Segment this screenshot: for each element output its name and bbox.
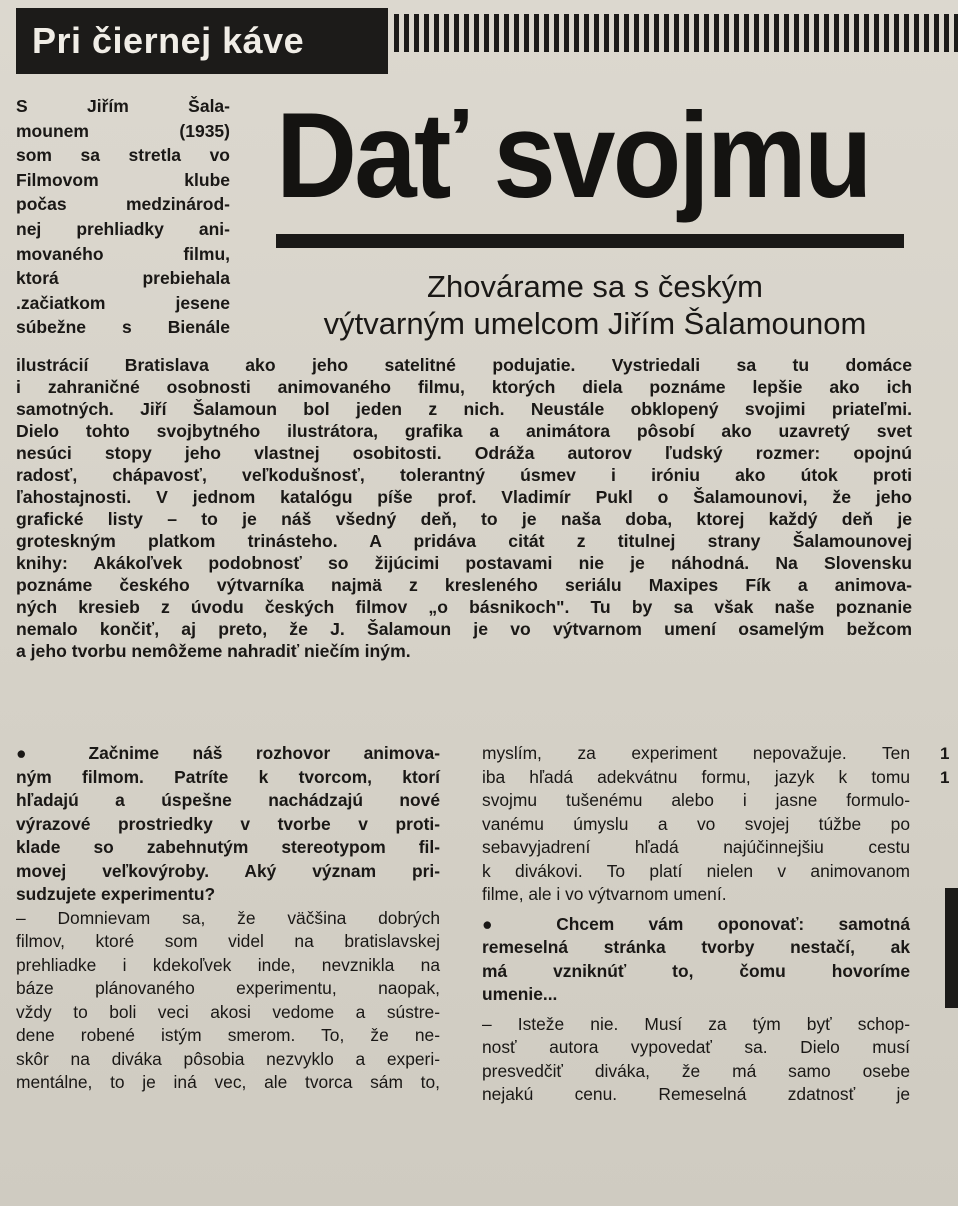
- edge-fragment-text: 1: [940, 744, 950, 763]
- question-line: klade so zabehnutým stereotypom fil-: [16, 837, 440, 857]
- intro-line: knihy: Akákoľvek podobnosť so žijúcimi postavami nie je náhodná. Na Slovensku: [16, 553, 912, 573]
- article-subheadline: [280, 268, 910, 342]
- question-line: remeselná stránka tvorby nestačí, ak: [482, 937, 910, 957]
- intro-narrow-column: [16, 94, 230, 340]
- answer-line: filme, ale i vo výtvarnom umení.: [482, 884, 727, 904]
- intro-line: groteskným platkom trinásteho. A pridáva citát z titulnej strany Šalamounovej: [16, 531, 912, 551]
- question-line: má vzniknúť to, čomu hovoríme: [482, 960, 910, 981]
- intro-paragraph: [16, 354, 912, 662]
- answer-line: myslím, za experiment nepovažuje. Ten: [482, 743, 910, 763]
- article-headline: Dať svojmu: [276, 87, 870, 223]
- intro-line: a jeho tvorbu nemôžeme nahradiť niečím iným.: [16, 641, 411, 661]
- answer-line: skôr na diváka pôsobia nezvyklo a experi-: [16, 1048, 440, 1069]
- intro-line: nesúci stopy jeho vlastnej osobitosti. Odráža autorov ľudský rozmer: opojnú: [16, 443, 912, 463]
- answer-line: presvedčiť diváka, že má samo osebe: [482, 1060, 910, 1081]
- intro-line: súbežne s Bienále: [16, 317, 230, 338]
- question-line: výrazové prostriedky v tvorbe v proti-: [16, 813, 440, 834]
- answer-line: vanému úmyslu a vo svojej túžbe po: [482, 813, 910, 834]
- intro-line: nej prehliadky ani-: [16, 218, 230, 239]
- intro-line: samotných. Jiří Šalamoun bol jeden z nich. Neustále obklopený svojimi priateľmi.: [16, 399, 912, 419]
- answer-line: nosť autora vypovedať sa. Dielo musí: [482, 1037, 910, 1057]
- answer-line: – Isteže nie. Musí za tým byť schop-: [482, 1013, 910, 1034]
- answer-line: iba hľadá adekvátnu formu, jazyk k tomu: [482, 766, 910, 787]
- answer-line: báze plánovaného experimentu, naopak,: [16, 978, 440, 998]
- question-line: ● Začnime náš rozhovor animova-: [16, 743, 440, 763]
- question-line: hľadajú a úspešne nachádzajú nové: [16, 790, 440, 810]
- intro-line: Dielo tohto svojbytného ilustrátora, grafika a animátora pôsobí ako uzavretý svet: [16, 421, 912, 441]
- intro-line: počas medzinárod-: [16, 194, 230, 215]
- intro-line: ilustrácií Bratislava ako jeho satelitné podujatie. Vystriedali sa tu domáce: [16, 355, 912, 375]
- intro-line: Filmovom klube: [16, 169, 230, 190]
- intro-line: mounem (1935): [16, 120, 230, 141]
- answer-line: vždy to boli veci akosi vedome a sústre-: [16, 1001, 440, 1022]
- question-line: umenie...: [482, 984, 558, 1004]
- interview-column-right: [482, 742, 910, 1107]
- intro-line: grafické listy – to je náš všedný deň, to je naša doba, ktorej každý deň je: [16, 509, 912, 529]
- intro-line: radosť, chápavosť, veľkodušnosť, tolerantný úsmev i iróniu ako útok proti: [16, 465, 912, 485]
- answer-line: sebavyjadrení hľadá najúčinnejšiu cestu: [482, 837, 910, 857]
- answer-line: – Domnievam sa, že väčšina dobrých: [16, 907, 440, 928]
- question-line: sudzujete experimentu?: [16, 884, 216, 904]
- intro-line: ných kresieb z úvodu českých filmov „o básnikoch". Tu by sa však naše poznanie: [16, 597, 912, 617]
- answer-line: prehliadke i kdekoľvek inde, nevznikla na: [16, 954, 440, 975]
- answer-line: mentálne, to je iná vec, ale tvorca sám to,: [16, 1072, 440, 1092]
- intro-line: ľahostajnosti. V jednom katalógu píše prof. Vladimír Pukl o Šalamounovi, že jeho: [16, 487, 912, 507]
- answer-line: svojmu tušenému alebo i jasne formulo-: [482, 790, 910, 810]
- edge-fragment-text: 1: [940, 767, 950, 787]
- intro-line: S Jiřím Šala-: [16, 96, 230, 116]
- subhead-line: výtvarným umelcom Jiřím Šalamounom: [323, 306, 867, 341]
- headline-rule: [276, 234, 904, 248]
- adjacent-article-bar: [945, 888, 958, 1008]
- answer-line: dene robené istým smerom. To, že ne-: [16, 1025, 440, 1045]
- answer-line: filmov, ktoré som videl na bratislavskej: [16, 931, 440, 951]
- intro-line: .začiatkom jesene: [16, 292, 230, 313]
- subhead-line: Zhovárame sa s českým: [427, 269, 763, 304]
- intro-line: movaného filmu,: [16, 243, 230, 264]
- answer-line: nejakú cenu. Remeselná zdatnosť je: [482, 1084, 910, 1104]
- answer-line: k divákovi. To platí nielen v animovanom: [482, 860, 910, 881]
- intro-line: som sa stretla vo: [16, 145, 230, 166]
- intro-line: nemalo končiť, aj preto, že J. Šalamoun je vo výtvarnom umení osamelým bežcom: [16, 619, 912, 639]
- question-line: ● Chcem vám oponovať: samotná: [482, 913, 910, 934]
- adjacent-article-fragment: [940, 742, 958, 789]
- intro-line: ktorá prebiehala: [16, 268, 230, 289]
- rubric-stripes-decoration: [394, 14, 958, 52]
- intro-line: poznáme českého výtvarníka najmä z kresleného seriálu Maxipes Fík a animova-: [16, 575, 912, 595]
- intro-line: i zahraničné osobnosti animovaného filmu, ktorých diela poznáme lepšie ako ich: [16, 377, 912, 397]
- section-rubric: Pri čiernej káve: [16, 8, 388, 74]
- question-line: movej veľkovýroby. Aký význam pri-: [16, 860, 440, 881]
- question-line: ným filmom. Patríte k tvorcom, ktorí: [16, 766, 440, 787]
- interview-column-left: [16, 742, 440, 1095]
